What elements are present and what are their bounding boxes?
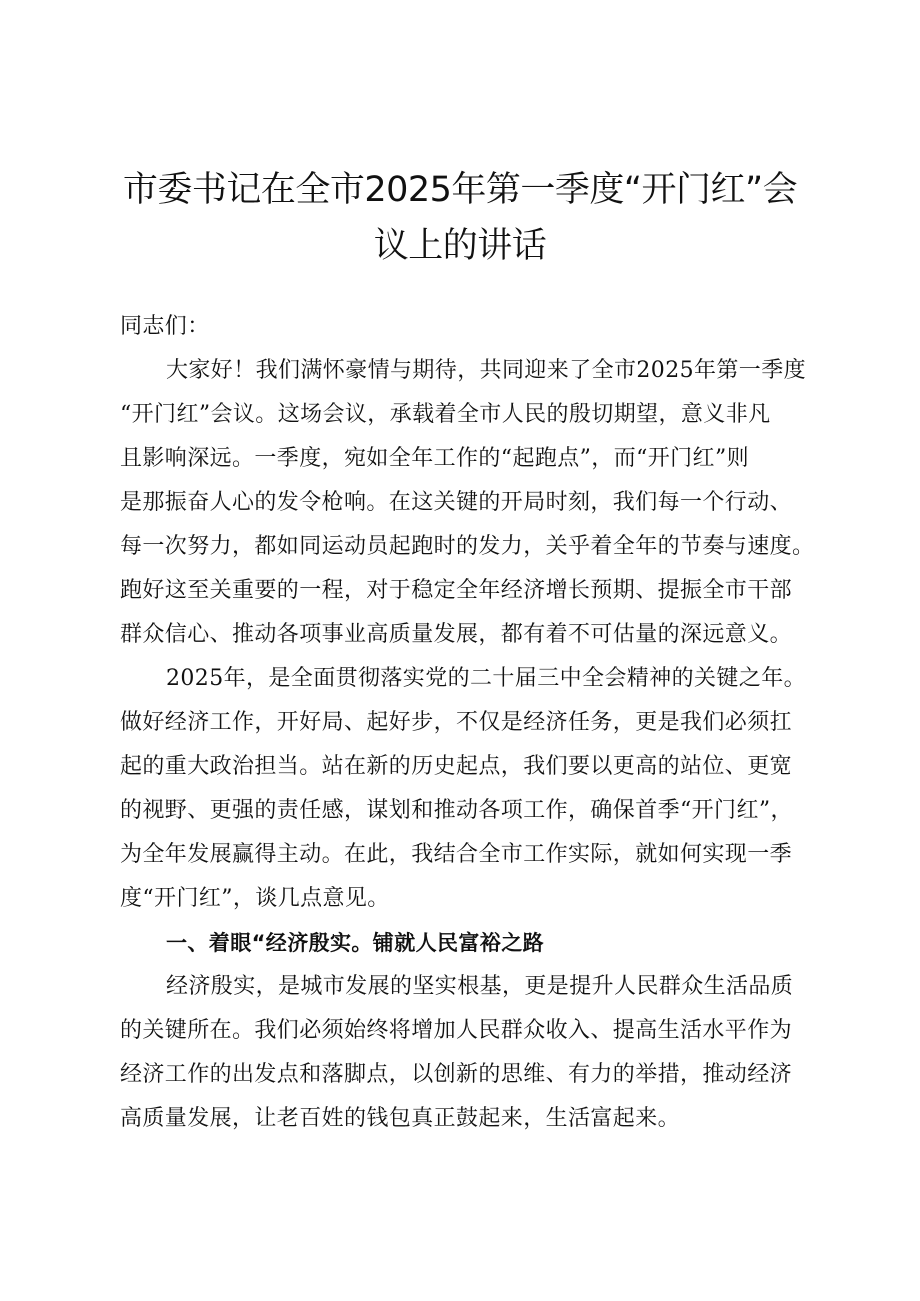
paragraph-3-line-2: 的关键所在。我们必须始终将增加人民群众收入、提高生活水平作为 xyxy=(120,1018,793,1043)
paragraph-2-line-5: 为全年发展赢得主动。在此，我结合全市工作实际，就如何实现一季 xyxy=(120,842,793,867)
paragraph-3-line-4: 高质量发展，让老百姓的钱包真正鼓起来，生活富起来。 xyxy=(120,1106,681,1131)
paragraph-2-line-3: 起的重大政治担当。站在新的历史起点，我们要以更高的站位、更宽 xyxy=(120,754,793,779)
paragraph-3-line-1: 经济殷实，是城市发展的坚实根基，更是提升人民群众生活品质 xyxy=(166,974,794,999)
paragraph-1-line-7: 群众信心、推动各项事业高质量发展，都有着不可估量的深远意义。 xyxy=(120,622,793,647)
paragraph-2-line-2: 做好经济工作，开好局、起好步，不仅是经济任务，更是我们必须扛 xyxy=(120,710,793,735)
paragraph-1-line-4: 是那振奋人心的发令枪响。在这关键的开局时刻，我们每一个行动、 xyxy=(120,490,793,515)
paragraph-1-line-1: 大家好！我们满怀豪情与期待，共同迎来了全市2025年第一季度 xyxy=(166,358,806,383)
paragraph-3-line-3: 经济工作的出发点和落脚点，以创新的思维、有力的举措，推动经济 xyxy=(120,1062,793,1087)
paragraph-1-line-2: “开门红”会议。这场会议，承载着全市人民的殷切期望，意义非凡 xyxy=(120,402,771,427)
paragraph-1-line-3: 且影响深远。一季度，宛如全年工作的“起跑点”，而“开门红”则 xyxy=(120,446,749,471)
paragraph-2-line-4: 的视野、更强的责任感，谋划和推动各项工作，确保首季“开门红”， xyxy=(120,798,793,823)
document-title xyxy=(110,162,810,274)
paragraph-1-line-5: 每一次努力，都如同运动员起跑时的发力，关乎着全年的节奏与速度。 xyxy=(120,534,815,559)
paragraph-2-line-1: 2025年，是全面贯彻落实党的二十届三中全会精神的关键之年。 xyxy=(166,666,806,691)
paragraph-2-line-6: 度“开门红”，谈几点意见。 xyxy=(120,886,390,911)
section-heading-1: 一、着眼“经济殷实。铺就人民富裕之路 xyxy=(166,931,545,955)
title-line-2: 议上的讲话 xyxy=(373,226,547,266)
paragraph-1-line-6: 跑好这至关重要的一程，对于稳定全年经济增长预期、提振全市干部 xyxy=(120,578,793,603)
salutation: 同志们： xyxy=(120,314,210,339)
title-line-1: 市委书记在全市2025年第一季度“开门红”会 xyxy=(122,170,798,210)
document-body xyxy=(120,305,820,1141)
